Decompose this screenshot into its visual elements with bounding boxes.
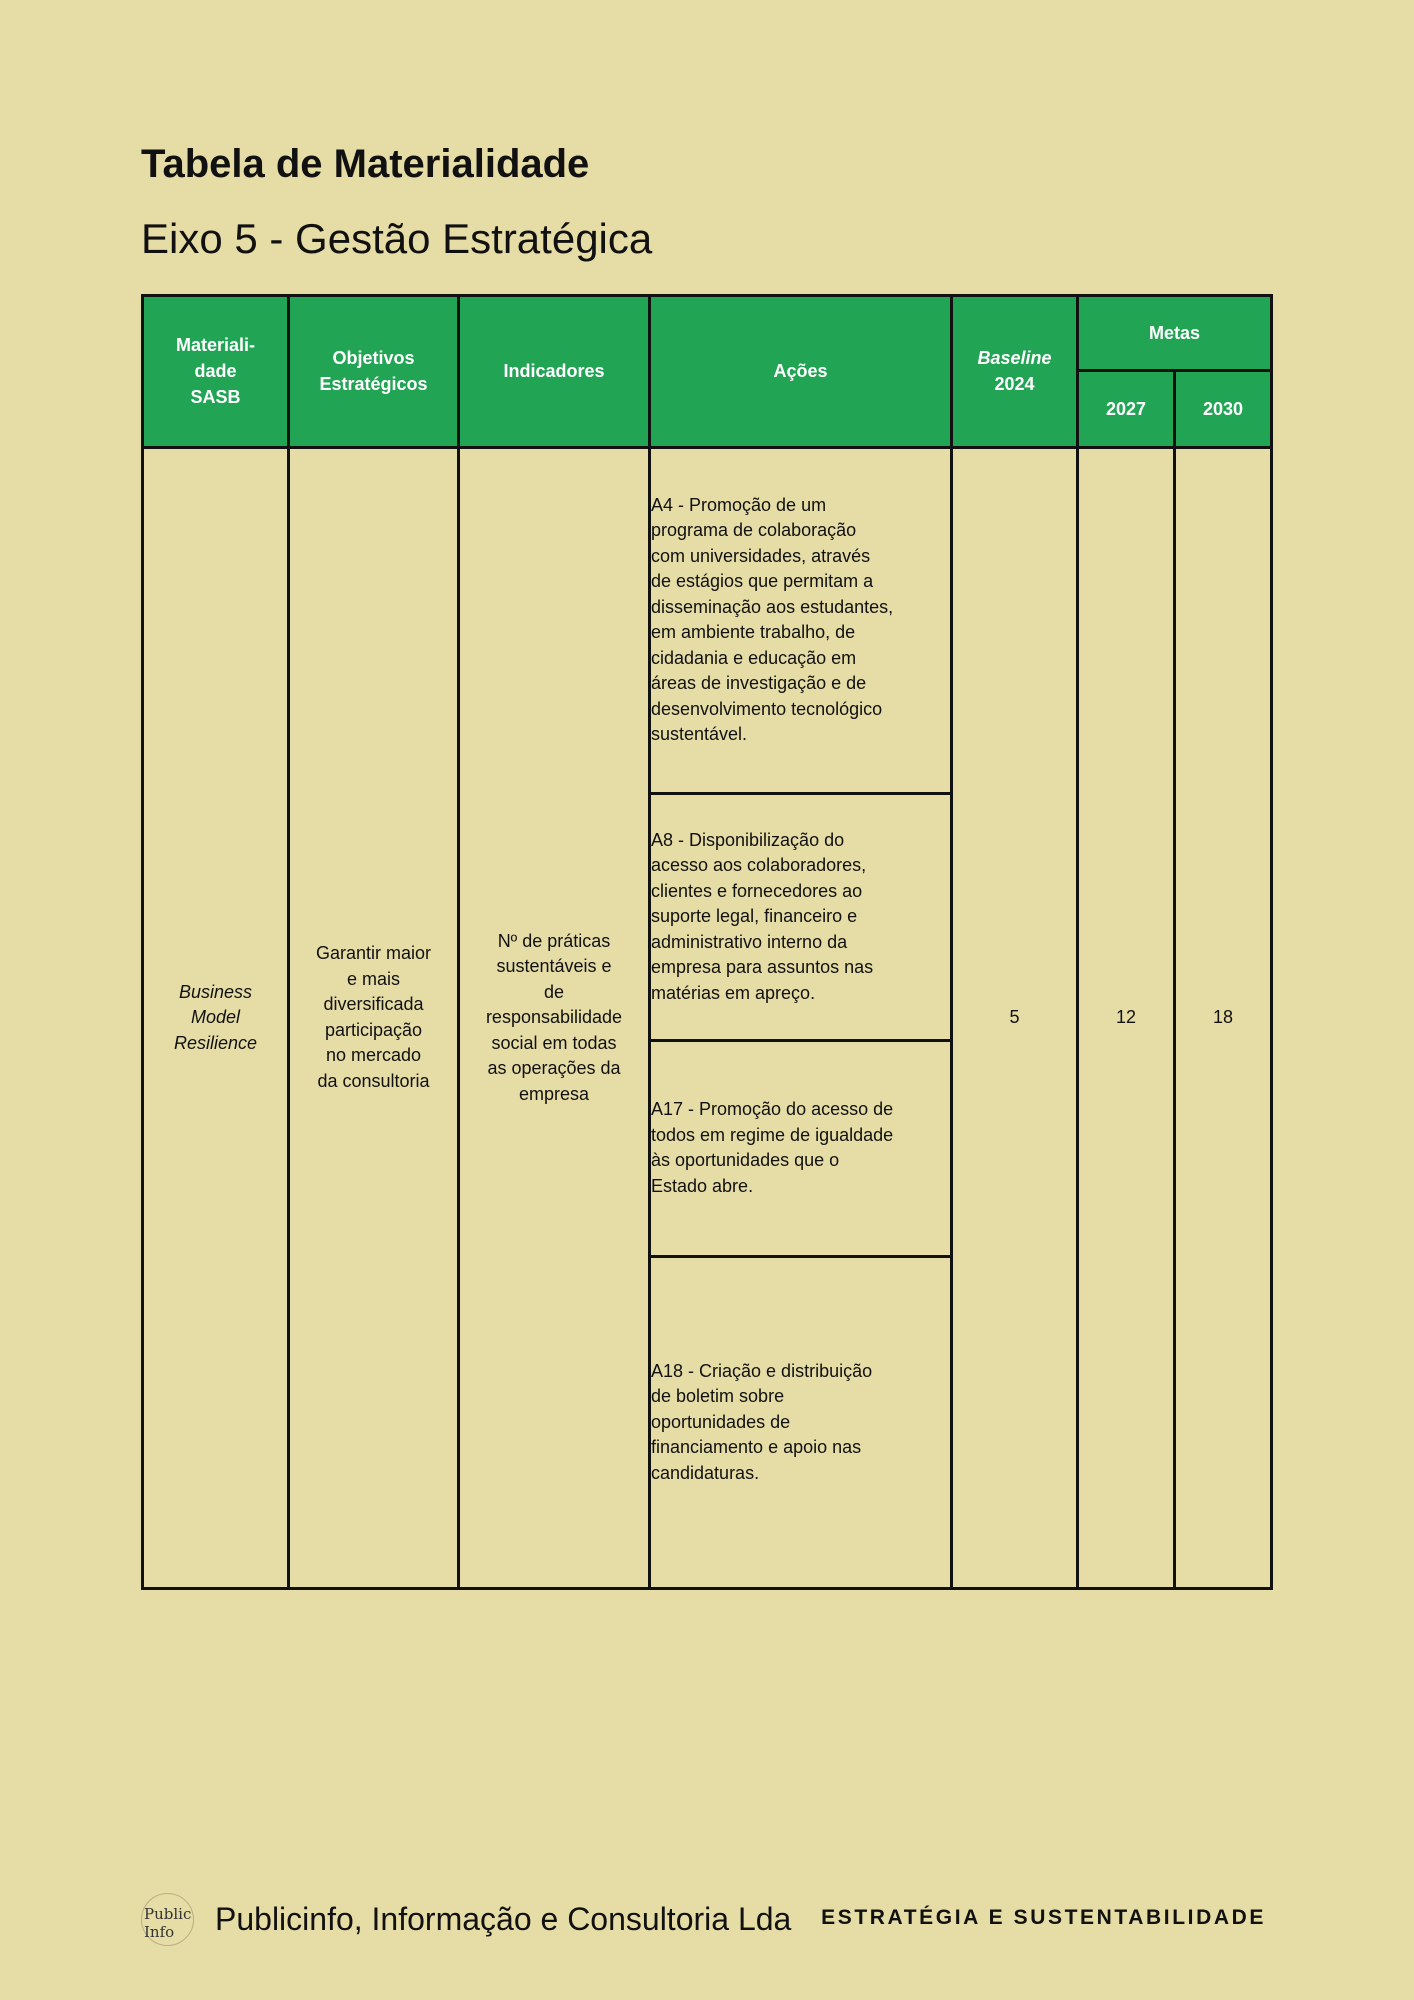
cell-line: Garantir maior (315, 943, 432, 964)
cell-line: as operações da (487, 1058, 621, 1079)
cell-line: A17 - Promoção do acesso de (651, 1099, 894, 1120)
cell-line: suporte legal, financeiro e (651, 906, 858, 927)
cell-line: de (543, 981, 565, 1002)
header-baseline-label: Baseline (977, 348, 1052, 369)
header-objetivos-line: Estratégicos (319, 374, 428, 395)
header-materialidade (143, 296, 289, 448)
cell-action-a17 (650, 1040, 952, 1256)
cell-line: desenvolvimento tecnológico (651, 698, 883, 719)
cell-line: Nº de práticas (497, 930, 611, 951)
cell-line: áreas de investigação e de (651, 673, 867, 694)
cell-line: em ambiente trabalho, de (651, 622, 856, 643)
cell-line: de boletim sobre (651, 1386, 785, 1407)
cell-line: da consultoria (317, 1070, 430, 1091)
cell-line: no mercado (325, 1045, 422, 1066)
cell-line: acesso aos colaboradores, (651, 855, 867, 876)
footer-company-name: Publicinfo, Informação e Consultoria Lda (215, 1901, 792, 1937)
cell-line: às oportunidades que o (651, 1150, 840, 1171)
header-meta-2030: 2030 (1175, 371, 1272, 447)
cell-line: social em todas (491, 1032, 617, 1053)
cell-line: sustentável. (651, 724, 748, 745)
cell-line: Estado abre. (651, 1175, 754, 1196)
cell-indicador (459, 447, 650, 1588)
cell-line: candidaturas. (651, 1462, 760, 1483)
logo-text-line: Public (144, 1905, 192, 1923)
cell-line: de estágios que permitam a (651, 571, 874, 592)
page-subtitle: Eixo 5 - Gestão Estratégica (141, 215, 653, 262)
header-materialidade-line: dade (194, 361, 237, 382)
header-baseline-year: 2024 (994, 374, 1035, 395)
cell-line: e mais (346, 968, 400, 989)
footer-section-title: ESTRATÉGIA E SUSTENTABILIDADE (821, 1906, 1266, 1929)
cell-line: Resilience (173, 1032, 258, 1053)
header-meta-2027: 2027 (1078, 371, 1175, 447)
cell-line: com universidades, através (651, 545, 871, 566)
header-baseline (952, 296, 1078, 448)
cell-baseline: 5 (952, 447, 1078, 1588)
header-acoes: Ações (650, 296, 952, 448)
cell-action-a4 (650, 447, 952, 793)
cell-line: matérias em apreço. (651, 982, 816, 1003)
page-title: Tabela de Materialidade (141, 142, 590, 186)
cell-line: oportunidades de (651, 1411, 791, 1432)
cell-materialidade (143, 447, 289, 1588)
cell-line: financiamento e apoio nas (651, 1437, 862, 1458)
cell-line: cidadania e educação em (651, 647, 857, 668)
cell-line: disseminação aos estudantes, (651, 596, 894, 617)
header-objetivos (289, 296, 459, 448)
cell-line: sustentáveis e (496, 956, 612, 977)
cell-action-a18 (650, 1256, 952, 1588)
cell-line: todos em regime de igualdade (651, 1124, 894, 1145)
cell-line: Model (190, 1007, 241, 1028)
header-indicadores: Indicadores (459, 296, 650, 448)
cell-objetivo (289, 447, 459, 1588)
cell-line: programa de colaboração (651, 520, 857, 541)
cell-action-a8 (650, 793, 952, 1040)
publicinfo-logo-icon (141, 1893, 194, 1946)
header-materialidade-line: SASB (190, 387, 241, 408)
header-metas: Metas (1078, 296, 1272, 371)
cell-line: empresa (518, 1083, 590, 1104)
cell-line: participação (324, 1019, 423, 1040)
cell-line: responsabilidade (485, 1007, 623, 1028)
cell-meta-2027: 12 (1078, 447, 1175, 1588)
header-objetivos-line: Objetivos (332, 348, 415, 369)
materiality-table (141, 294, 1273, 1590)
cell-line: A4 - Promoção de um (651, 494, 827, 515)
logo-text-line: Info (144, 1923, 175, 1941)
cell-line: clientes e fornecedores ao (651, 880, 863, 901)
cell-line: A8 - Disponibilização do (651, 829, 845, 850)
cell-line: empresa para assuntos nas (651, 957, 874, 978)
cell-meta-2030: 18 (1175, 447, 1272, 1588)
header-materialidade-line: Materiali- (175, 335, 256, 356)
cell-line: A18 - Criação e distribuição (651, 1360, 873, 1381)
cell-line: Business (178, 981, 253, 1002)
cell-line: administrativo interno da (651, 931, 848, 952)
cell-line: diversificada (323, 994, 424, 1015)
